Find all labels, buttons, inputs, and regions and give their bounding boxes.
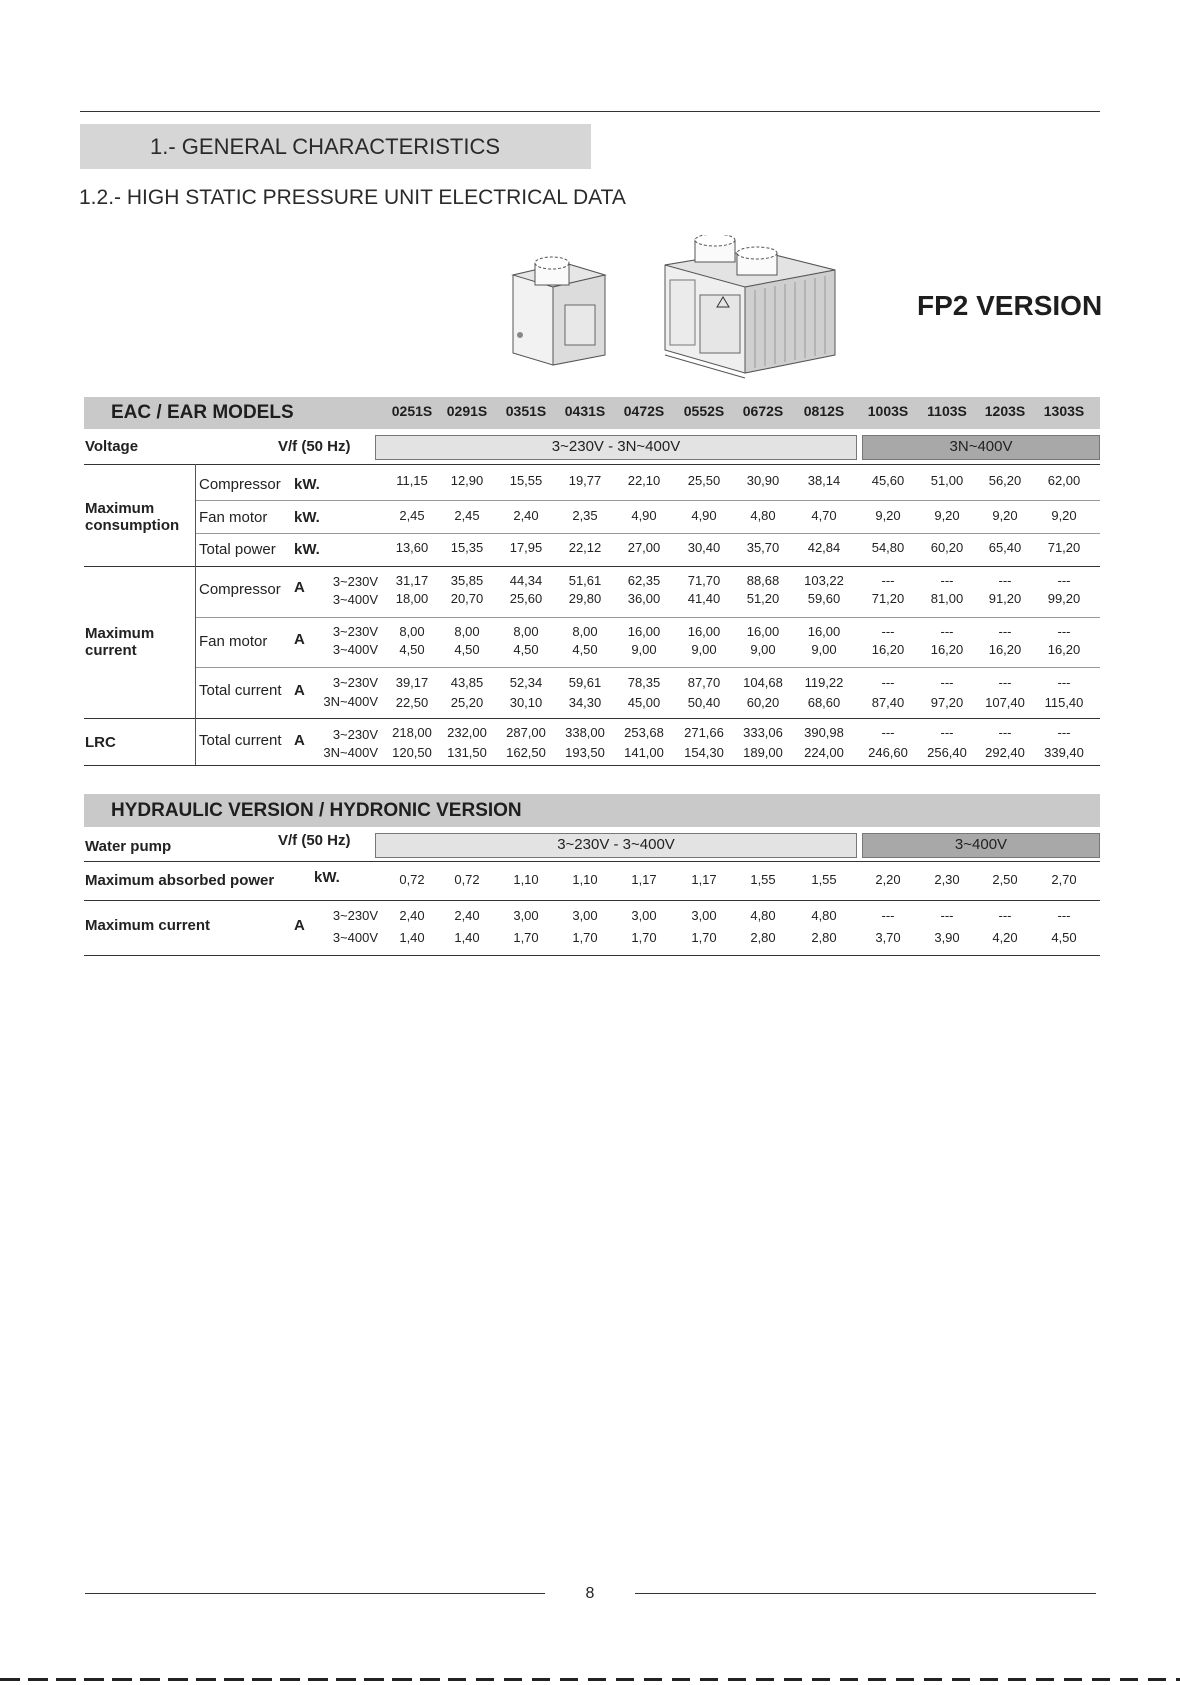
absorbed-power-cell: 1,10 bbox=[513, 872, 539, 887]
voltage-group-2: 3N~400V bbox=[862, 435, 1100, 460]
lrc-230-cell: --- bbox=[881, 725, 895, 740]
current-compressor-400-cell: 81,00 bbox=[930, 591, 964, 606]
consumption-compressor-cell: 25,50 bbox=[687, 473, 721, 488]
edge-dash bbox=[224, 1678, 244, 1681]
hyd-current-400-cell: 1,40 bbox=[399, 930, 425, 945]
lrc-230-cell: 271,66 bbox=[684, 725, 724, 740]
edge-dash bbox=[1064, 1678, 1082, 1681]
current-total-400-cell: 107,40 bbox=[985, 695, 1025, 710]
consumption-fan-cell: 9,20 bbox=[1051, 508, 1077, 523]
consumption-fan-cell: 4,80 bbox=[750, 508, 776, 523]
current-total-400-cell: 45,00 bbox=[627, 695, 661, 710]
current-fan-230-cell: 16,00 bbox=[807, 624, 841, 639]
edge-dash bbox=[1176, 1678, 1180, 1681]
consumption-compressor-cell: 22,10 bbox=[627, 473, 661, 488]
hyd-current-230-cell: --- bbox=[881, 908, 895, 923]
footer-rule-left bbox=[85, 1593, 545, 1594]
current-total-400-cell: 25,20 bbox=[450, 695, 484, 710]
lrc-400-cell: 256,40 bbox=[927, 745, 967, 760]
consumption-total-cell: 13,60 bbox=[395, 540, 429, 555]
lrc-label: LRC bbox=[85, 734, 116, 751]
current-total-230-cell: 52,34 bbox=[509, 675, 543, 690]
current-total-400-cell: 115,40 bbox=[1044, 695, 1084, 710]
consumption-fan-cell: 2,40 bbox=[513, 508, 539, 523]
small-unit-drawing bbox=[513, 257, 605, 365]
unit-kw: kW. bbox=[314, 869, 340, 886]
unit-a: A bbox=[294, 917, 305, 934]
edge-dash bbox=[420, 1678, 440, 1681]
current-total-230-cell: 39,17 bbox=[395, 675, 429, 690]
edge-dash bbox=[784, 1678, 802, 1681]
current-total-230-cell: 119,22 bbox=[804, 675, 844, 690]
consumption-compressor-cell: 56,20 bbox=[988, 473, 1022, 488]
edge-dash bbox=[84, 1678, 104, 1681]
consumption-total-cell: 15,35 bbox=[450, 540, 484, 555]
lrc-230-cell: 253,68 bbox=[624, 725, 664, 740]
consumption-total-cell: 71,20 bbox=[1047, 540, 1081, 555]
hyd-current-400-cell: 1,70 bbox=[691, 930, 717, 945]
lrc-230-cell: 287,00 bbox=[506, 725, 546, 740]
current-total-400-cell: 50,40 bbox=[687, 695, 721, 710]
voltage-tag: 3N~400V bbox=[323, 745, 378, 760]
model-header: 0812S bbox=[803, 403, 845, 419]
current-compressor-230-cell: 35,85 bbox=[450, 573, 484, 588]
edge-dash bbox=[728, 1678, 746, 1681]
rule bbox=[196, 533, 1100, 534]
hyd-current-400-cell: 2,80 bbox=[811, 930, 837, 945]
current-compressor-400-cell: 18,00 bbox=[395, 591, 429, 606]
hyd-current-400-cell: 1,70 bbox=[631, 930, 657, 945]
current-compressor-230-cell: 88,68 bbox=[746, 573, 780, 588]
voltage-tag: 3~230V bbox=[332, 624, 378, 639]
lrc-400-cell: 339,40 bbox=[1044, 745, 1084, 760]
current-total-230-cell: 59,61 bbox=[568, 675, 602, 690]
hyd-current-230-cell: 2,40 bbox=[454, 908, 480, 923]
current-compressor-400-cell: 51,20 bbox=[746, 591, 780, 606]
current-total-400-cell: 22,50 bbox=[395, 695, 429, 710]
current-compressor-400-cell: 91,20 bbox=[988, 591, 1022, 606]
rule bbox=[84, 900, 1100, 901]
consumption-total-cell: 30,40 bbox=[687, 540, 721, 555]
current-fan-400-cell: 9,00 bbox=[691, 642, 717, 657]
rule bbox=[84, 566, 1100, 567]
voltage-group-2: 3~400V bbox=[862, 833, 1100, 858]
voltage-tag: 3~230V bbox=[332, 675, 378, 690]
current-compressor-230-cell: 31,17 bbox=[395, 573, 429, 588]
voltage-tag: 3~400V bbox=[332, 642, 378, 657]
consumption-compressor-cell: 30,90 bbox=[746, 473, 780, 488]
consumption-total-cell: 27,00 bbox=[627, 540, 661, 555]
current-compressor-230-cell: --- bbox=[998, 573, 1012, 588]
edge-dash bbox=[308, 1678, 328, 1681]
total-power-label: Total power bbox=[199, 541, 276, 558]
edge-dash bbox=[644, 1678, 662, 1681]
current-total-230-cell: 78,35 bbox=[627, 675, 661, 690]
edge-dash bbox=[672, 1678, 690, 1681]
edge-dash bbox=[840, 1678, 858, 1681]
vf-label: V/f (50 Hz) bbox=[278, 438, 351, 455]
hyd-current-230-cell: 3,00 bbox=[691, 908, 717, 923]
edge-dash bbox=[1148, 1678, 1166, 1681]
current-compressor-400-cell: 71,20 bbox=[871, 591, 905, 606]
edge-dash bbox=[252, 1678, 272, 1681]
consumption-fan-cell: 9,20 bbox=[934, 508, 960, 523]
lrc-400-cell: 154,30 bbox=[684, 745, 724, 760]
consumption-fan-cell: 2,35 bbox=[572, 508, 598, 523]
voltage-tag: 3~230V bbox=[332, 574, 378, 589]
consumption-total-cell: 17,95 bbox=[509, 540, 543, 555]
edge-dash bbox=[924, 1678, 942, 1681]
current-fan-230-cell: 16,00 bbox=[687, 624, 721, 639]
lrc-400-cell: 120,50 bbox=[392, 745, 432, 760]
lrc-230-cell: 218,00 bbox=[392, 725, 432, 740]
lrc-400-cell: 246,60 bbox=[868, 745, 908, 760]
current-fan-230-cell: 8,00 bbox=[454, 624, 480, 639]
lrc-400-cell: 162,50 bbox=[506, 745, 546, 760]
edge-dash bbox=[952, 1678, 970, 1681]
hyd-current-400-cell: 4,20 bbox=[992, 930, 1018, 945]
total-current-label: Total current bbox=[199, 732, 282, 749]
hyd-current-230-cell: --- bbox=[1057, 908, 1071, 923]
consumption-compressor-cell: 11,15 bbox=[396, 473, 428, 488]
consumption-total-cell: 65,40 bbox=[988, 540, 1022, 555]
rule bbox=[84, 718, 1100, 719]
edge-dash bbox=[980, 1678, 998, 1681]
model-header: 0472S bbox=[623, 403, 665, 419]
consumption-compressor-cell: 45,60 bbox=[871, 473, 905, 488]
edge-dash bbox=[700, 1678, 718, 1681]
current-compressor-230-cell: --- bbox=[940, 573, 954, 588]
voltage-group-1: 3~230V - 3~400V bbox=[375, 833, 857, 858]
edge-dash bbox=[196, 1678, 216, 1681]
current-fan-400-cell: 4,50 bbox=[399, 642, 425, 657]
edge-dash bbox=[448, 1678, 466, 1681]
edge-dash bbox=[168, 1678, 188, 1681]
consumption-fan-cell: 4,70 bbox=[811, 508, 837, 523]
hyd-current-230-cell: 2,40 bbox=[399, 908, 425, 923]
consumption-fan-cell: 4,90 bbox=[691, 508, 717, 523]
max-current-label bbox=[85, 625, 175, 659]
rule bbox=[196, 667, 1100, 668]
model-header: 0431S bbox=[564, 403, 606, 419]
edge-dash bbox=[476, 1678, 494, 1681]
voltage-tag: 3~400V bbox=[332, 592, 378, 607]
edge-dash bbox=[1036, 1678, 1054, 1681]
edge-dash bbox=[56, 1678, 76, 1681]
current-compressor-400-cell: 41,40 bbox=[687, 591, 721, 606]
edge-dash bbox=[364, 1678, 384, 1681]
edge-dash bbox=[140, 1678, 160, 1681]
edge-dash bbox=[1008, 1678, 1026, 1681]
model-header: 0351S bbox=[505, 403, 547, 419]
consumption-fan-cell: 2,45 bbox=[454, 508, 480, 523]
unit-a: A bbox=[294, 732, 305, 749]
current-fan-230-cell: 16,00 bbox=[746, 624, 780, 639]
edge-dash bbox=[336, 1678, 356, 1681]
max-current-text: Maximum current bbox=[85, 625, 155, 659]
edge-dash bbox=[28, 1678, 48, 1681]
model-header: 1103S bbox=[927, 403, 967, 419]
hyd-current-230-cell: --- bbox=[998, 908, 1012, 923]
current-compressor-400-cell: 25,60 bbox=[509, 591, 543, 606]
edge-dash bbox=[588, 1678, 606, 1681]
rule bbox=[196, 617, 1100, 618]
hyd-current-230-cell: 4,80 bbox=[750, 908, 776, 923]
current-compressor-230-cell: 62,35 bbox=[627, 573, 661, 588]
section-title: 1.- GENERAL CHARACTERISTICS bbox=[150, 134, 501, 159]
hyd-current-400-cell: 3,70 bbox=[875, 930, 901, 945]
edge-dash bbox=[756, 1678, 774, 1681]
model-header: 1003S bbox=[867, 403, 909, 419]
lrc-230-cell: --- bbox=[998, 725, 1012, 740]
consumption-compressor-cell: 62,00 bbox=[1047, 473, 1081, 488]
model-header: 0291S bbox=[446, 403, 488, 419]
lrc-230-cell: 232,00 bbox=[447, 725, 487, 740]
absorbed-power-cell: 1,17 bbox=[631, 872, 657, 887]
edge-dash bbox=[504, 1678, 522, 1681]
current-fan-230-cell: --- bbox=[1057, 624, 1071, 639]
compressor-label: Compressor bbox=[199, 581, 281, 598]
vf-label: V/f (50 Hz) bbox=[278, 832, 351, 849]
version-label: FP2 VERSION bbox=[917, 290, 1103, 321]
absorbed-power-cell: 1,55 bbox=[811, 872, 837, 887]
current-total-400-cell: 34,30 bbox=[568, 695, 602, 710]
absorbed-power-cell: 2,20 bbox=[875, 872, 901, 887]
current-compressor-230-cell: 71,70 bbox=[687, 573, 721, 588]
max-absorbed-label: Maximum absorbed power bbox=[85, 872, 275, 889]
current-fan-400-cell: 4,50 bbox=[454, 642, 480, 657]
current-fan-230-cell: --- bbox=[940, 624, 954, 639]
hyd-current-230-cell: 4,80 bbox=[811, 908, 837, 923]
current-fan-230-cell: 16,00 bbox=[627, 624, 661, 639]
consumption-fan-cell: 4,90 bbox=[631, 508, 657, 523]
total-current-label: Total current bbox=[199, 682, 282, 699]
current-total-230-cell: --- bbox=[940, 675, 954, 690]
current-fan-400-cell: 16,20 bbox=[871, 642, 905, 657]
consumption-fan-cell: 9,20 bbox=[875, 508, 901, 523]
voltage-tag: 3~230V bbox=[332, 908, 378, 923]
consumption-total-cell: 42,84 bbox=[807, 540, 841, 555]
unit-kw: kW. bbox=[294, 541, 320, 558]
rule bbox=[196, 500, 1100, 501]
current-compressor-400-cell: 36,00 bbox=[627, 591, 661, 606]
large-unit-drawing bbox=[665, 235, 835, 378]
model-header: 0251S bbox=[391, 403, 433, 419]
current-total-230-cell: 87,70 bbox=[687, 675, 721, 690]
current-fan-230-cell: 8,00 bbox=[572, 624, 598, 639]
hyd-current-230-cell: --- bbox=[940, 908, 954, 923]
consumption-compressor-cell: 38,14 bbox=[807, 473, 841, 488]
current-fan-400-cell: 9,00 bbox=[631, 642, 657, 657]
edge-dash bbox=[812, 1678, 830, 1681]
edge-dash bbox=[1092, 1678, 1110, 1681]
unit-kw: kW. bbox=[294, 509, 320, 526]
consumption-compressor-cell: 15,55 bbox=[509, 473, 543, 488]
hydraulic-header-title: HYDRAULIC VERSION / HYDRONIC VERSION bbox=[111, 800, 522, 821]
subtitle: 1.2.- HIGH STATIC PRESSURE UNIT ELECTRICAL DATA bbox=[79, 186, 626, 209]
label-column-divider bbox=[195, 464, 196, 765]
hyd-current-400-cell: 3,90 bbox=[934, 930, 960, 945]
voltage-label: Voltage bbox=[85, 438, 139, 455]
current-total-230-cell: --- bbox=[1057, 675, 1071, 690]
current-fan-230-cell: --- bbox=[998, 624, 1012, 639]
lrc-230-cell: 333,06 bbox=[743, 725, 783, 740]
current-fan-400-cell: 16,20 bbox=[930, 642, 964, 657]
edge-dash bbox=[112, 1678, 132, 1681]
model-header: 1303S bbox=[1043, 403, 1085, 419]
unit-kw: kW. bbox=[294, 476, 320, 493]
lrc-400-cell: 189,00 bbox=[743, 745, 783, 760]
lrc-400-cell: 141,00 bbox=[624, 745, 664, 760]
unit-illustration bbox=[505, 235, 845, 380]
compressor-label: Compressor bbox=[199, 476, 281, 493]
lrc-230-cell: --- bbox=[940, 725, 954, 740]
consumption-total-cell: 60,20 bbox=[930, 540, 964, 555]
voltage-tag: 3~230V bbox=[332, 727, 378, 742]
lrc-400-cell: 292,40 bbox=[985, 745, 1025, 760]
unit-a: A bbox=[294, 579, 305, 596]
page-number: 8 bbox=[585, 1585, 595, 1602]
consumption-fan-cell: 9,20 bbox=[992, 508, 1018, 523]
lrc-400-cell: 224,00 bbox=[804, 745, 844, 760]
consumption-total-cell: 35,70 bbox=[746, 540, 780, 555]
max-consumption-text: Maximum consumption bbox=[85, 500, 180, 534]
max-consumption-label bbox=[85, 500, 195, 534]
current-compressor-230-cell: 103,22 bbox=[804, 573, 844, 588]
lrc-230-cell: 338,00 bbox=[565, 725, 605, 740]
current-compressor-230-cell: --- bbox=[1057, 573, 1071, 588]
edge-dash bbox=[392, 1678, 412, 1681]
absorbed-power-cell: 2,50 bbox=[992, 872, 1018, 887]
current-fan-230-cell: --- bbox=[881, 624, 895, 639]
voltage-group-1: 3~230V - 3N~400V bbox=[375, 435, 857, 460]
absorbed-power-cell: 2,70 bbox=[1051, 872, 1077, 887]
model-header: 1203S bbox=[984, 403, 1026, 419]
footer-rule-right bbox=[635, 1593, 1096, 1594]
hyd-current-230-cell: 3,00 bbox=[631, 908, 657, 923]
current-total-400-cell: 60,20 bbox=[746, 695, 780, 710]
current-total-230-cell: --- bbox=[998, 675, 1012, 690]
consumption-compressor-cell: 12,90 bbox=[450, 473, 484, 488]
water-pump-label: Water pump bbox=[85, 838, 172, 855]
current-compressor-400-cell: 99,20 bbox=[1047, 591, 1081, 606]
current-fan-400-cell: 16,20 bbox=[988, 642, 1022, 657]
unit-a: A bbox=[294, 631, 305, 648]
current-fan-400-cell: 9,00 bbox=[750, 642, 776, 657]
current-fan-400-cell: 9,00 bbox=[811, 642, 837, 657]
model-header: 0672S bbox=[742, 403, 784, 419]
rule bbox=[84, 861, 1100, 862]
current-total-400-cell: 30,10 bbox=[509, 695, 543, 710]
current-fan-400-cell: 4,50 bbox=[513, 642, 539, 657]
current-total-230-cell: 43,85 bbox=[450, 675, 484, 690]
fan-motor-label: Fan motor bbox=[199, 633, 268, 650]
lrc-230-cell: --- bbox=[1057, 725, 1071, 740]
absorbed-power-cell: 1,10 bbox=[572, 872, 598, 887]
current-compressor-400-cell: 59,60 bbox=[807, 591, 841, 606]
current-total-400-cell: 87,40 bbox=[871, 695, 905, 710]
hyd-current-400-cell: 1,40 bbox=[454, 930, 480, 945]
lrc-230-cell: 390,98 bbox=[804, 725, 844, 740]
unit-a: A bbox=[294, 682, 305, 699]
edge-dash bbox=[532, 1678, 550, 1681]
edge-dash bbox=[0, 1678, 20, 1681]
current-compressor-230-cell: 51,61 bbox=[568, 573, 602, 588]
hyd-current-400-cell: 4,50 bbox=[1051, 930, 1077, 945]
consumption-compressor-cell: 19,77 bbox=[568, 473, 602, 488]
current-fan-400-cell: 16,20 bbox=[1047, 642, 1081, 657]
current-fan-230-cell: 8,00 bbox=[399, 624, 425, 639]
fan-motor-label: Fan motor bbox=[199, 509, 268, 526]
hyd-current-230-cell: 3,00 bbox=[513, 908, 539, 923]
current-total-230-cell: --- bbox=[881, 675, 895, 690]
top-rule bbox=[80, 111, 1100, 112]
electrical-header-title: EAC / EAR MODELS bbox=[111, 402, 294, 423]
rule bbox=[84, 464, 1100, 465]
absorbed-power-cell: 0,72 bbox=[399, 872, 425, 887]
current-compressor-230-cell: --- bbox=[881, 573, 895, 588]
consumption-total-cell: 22,12 bbox=[568, 540, 602, 555]
current-total-400-cell: 68,60 bbox=[807, 695, 841, 710]
edge-dash bbox=[868, 1678, 886, 1681]
hyd-current-400-cell: 1,70 bbox=[572, 930, 598, 945]
current-compressor-400-cell: 29,80 bbox=[568, 591, 602, 606]
edge-dash bbox=[616, 1678, 634, 1681]
model-header: 0552S bbox=[683, 403, 725, 419]
lrc-400-cell: 193,50 bbox=[565, 745, 605, 760]
edge-dash bbox=[896, 1678, 914, 1681]
hyd-current-230-cell: 3,00 bbox=[572, 908, 598, 923]
current-compressor-230-cell: 44,34 bbox=[509, 573, 543, 588]
current-compressor-400-cell: 20,70 bbox=[450, 591, 484, 606]
absorbed-power-cell: 2,30 bbox=[934, 872, 960, 887]
voltage-tag: 3N~400V bbox=[323, 694, 378, 709]
edge-dash bbox=[560, 1678, 578, 1681]
current-total-230-cell: 104,68 bbox=[743, 675, 783, 690]
rule bbox=[84, 955, 1100, 956]
current-fan-400-cell: 4,50 bbox=[572, 642, 598, 657]
current-fan-230-cell: 8,00 bbox=[513, 624, 539, 639]
rule bbox=[84, 765, 1100, 766]
consumption-compressor-cell: 51,00 bbox=[930, 473, 964, 488]
voltage-tag: 3~400V bbox=[332, 930, 378, 945]
hyd-current-400-cell: 2,80 bbox=[750, 930, 776, 945]
edge-dash bbox=[1120, 1678, 1138, 1681]
current-total-400-cell: 97,20 bbox=[930, 695, 964, 710]
absorbed-power-cell: 1,55 bbox=[750, 872, 776, 887]
absorbed-power-cell: 0,72 bbox=[454, 872, 480, 887]
hyd-current-400-cell: 1,70 bbox=[513, 930, 539, 945]
absorbed-power-cell: 1,17 bbox=[691, 872, 717, 887]
lrc-400-cell: 131,50 bbox=[447, 745, 487, 760]
consumption-total-cell: 54,80 bbox=[871, 540, 905, 555]
hyd-max-current-label: Maximum current bbox=[85, 917, 211, 934]
consumption-fan-cell: 2,45 bbox=[399, 508, 425, 523]
edge-dash bbox=[280, 1678, 300, 1681]
